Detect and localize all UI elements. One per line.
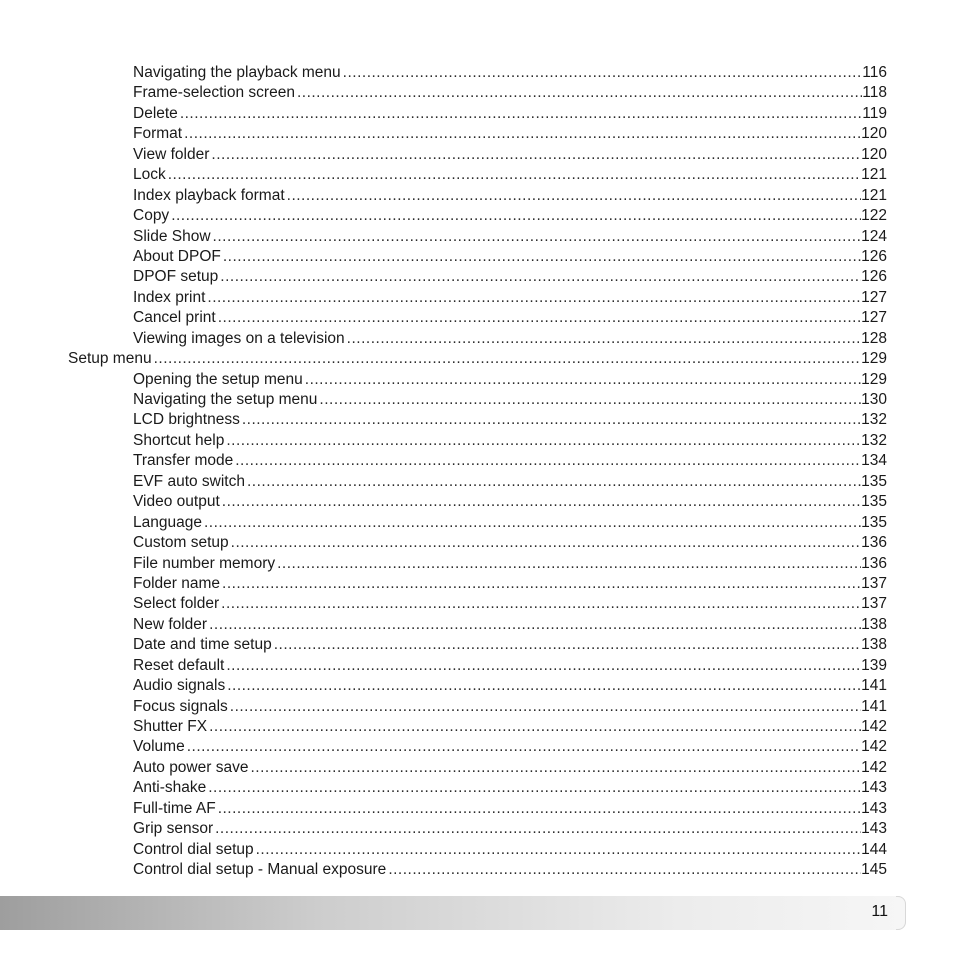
toc-entry-title: Date and time setup	[133, 636, 272, 654]
toc-entry-page: 135	[861, 472, 887, 490]
toc-entry-page: 143	[861, 799, 887, 817]
dot-leader	[208, 778, 861, 798]
toc-entry-title: Opening the setup menu	[133, 370, 303, 388]
toc-entry[interactable]	[0, 737, 954, 757]
dot-leader	[213, 227, 862, 247]
dot-leader	[235, 451, 861, 471]
toc-entry[interactable]	[0, 288, 954, 308]
dot-leader	[247, 472, 861, 492]
dot-leader	[250, 758, 861, 778]
page-number: 11	[871, 903, 888, 920]
toc-entry-page: 128	[861, 329, 887, 347]
toc-entry-title: Format	[133, 125, 183, 143]
toc-entry-page: 142	[861, 718, 887, 735]
toc-entry[interactable]	[0, 247, 954, 267]
toc-entry-page: 129	[861, 370, 887, 388]
toc-entry-title: Setup menu	[68, 350, 152, 368]
toc-entry-page: 118	[862, 84, 887, 102]
dot-leader	[256, 840, 862, 860]
dot-leader	[388, 860, 861, 880]
dot-leader	[274, 635, 861, 655]
dot-leader	[227, 676, 861, 696]
toc-entry[interactable]	[0, 860, 954, 880]
dot-leader	[171, 206, 861, 226]
toc-entry-title: Custom setup	[133, 534, 229, 552]
toc-entry-page: 132	[861, 431, 887, 449]
toc-entry-page: 120	[861, 145, 887, 163]
dot-leader	[180, 104, 862, 124]
toc-entry-page: 139	[861, 656, 887, 674]
toc-entry-title: Lock	[133, 166, 166, 184]
toc-entry-page: 136	[861, 554, 887, 572]
toc-entry-title: Viewing images on a television	[133, 329, 345, 347]
toc-entry[interactable]	[0, 554, 954, 574]
dot-leader	[207, 288, 861, 308]
dot-leader	[221, 594, 861, 614]
toc-entry-title: Shutter FX	[133, 718, 208, 735]
toc-entry[interactable]	[0, 656, 954, 676]
toc-entry-title: Control dial setup - Manual exposure	[133, 861, 387, 879]
toc-entry-page: 127	[861, 309, 887, 327]
toc-entry-title: About DPOF	[133, 247, 221, 265]
toc-entry-title: Index print	[133, 288, 206, 306]
toc-entry[interactable]	[0, 451, 954, 471]
toc-entry[interactable]	[0, 594, 954, 614]
toc-entry-title: Control dial setup	[133, 840, 254, 858]
toc-entry[interactable]	[0, 635, 954, 655]
toc-entry-page: 126	[861, 268, 887, 286]
dot-leader	[209, 717, 861, 737]
toc-section-heading[interactable]	[0, 349, 954, 369]
toc-entry[interactable]	[0, 165, 954, 185]
toc-entry[interactable]	[0, 145, 954, 165]
toc-entry[interactable]	[0, 104, 954, 124]
dot-leader	[220, 267, 861, 287]
toc-entry[interactable]	[0, 431, 954, 451]
toc-entry-title: Delete	[133, 104, 178, 122]
toc-entry-title: Anti-shake	[133, 779, 207, 797]
toc-entry[interactable]	[0, 472, 954, 492]
toc-entry-title: Grip sensor	[133, 820, 214, 838]
dot-leader	[319, 390, 861, 410]
toc-entry-page: 142	[861, 738, 887, 756]
toc-entry[interactable]	[0, 574, 954, 594]
toc-entry-page: 144	[861, 840, 887, 858]
toc-entry-page: 126	[861, 247, 887, 265]
dot-leader	[211, 145, 861, 165]
toc-entry[interactable]	[0, 615, 954, 635]
table-of-contents	[0, 63, 954, 881]
toc-entry-page: 116	[862, 64, 887, 81]
toc-entry-title: Index playback format	[133, 186, 285, 204]
toc-entry-title: Frame-selection screen	[133, 84, 295, 102]
dot-leader	[223, 247, 861, 267]
dot-leader	[297, 83, 862, 103]
toc-entry-title: Full-time AF	[133, 799, 216, 817]
toc-entry-page: 132	[861, 411, 887, 429]
dot-leader	[168, 165, 861, 185]
toc-entry[interactable]	[0, 370, 954, 390]
dot-leader	[218, 308, 861, 328]
toc-entry[interactable]	[0, 206, 954, 226]
toc-entry[interactable]	[0, 533, 954, 553]
dot-leader	[230, 697, 861, 717]
toc-entry-title: Video output	[133, 493, 220, 511]
toc-entry[interactable]	[0, 697, 954, 717]
dot-leader	[305, 370, 861, 390]
toc-entry-page: 129	[861, 350, 887, 368]
dot-leader	[154, 349, 862, 369]
toc-entry[interactable]	[0, 799, 954, 819]
toc-entry-title: Reset default	[133, 656, 225, 674]
dot-leader	[218, 799, 861, 819]
toc-entry-title: Language	[133, 513, 202, 531]
toc-entry[interactable]	[0, 492, 954, 512]
toc-entry-title: Navigating the setup menu	[133, 391, 318, 408]
dot-leader	[231, 533, 861, 553]
toc-entry-title: Select folder	[133, 595, 220, 613]
toc-entry[interactable]	[0, 840, 954, 860]
toc-entry-page: 143	[861, 820, 887, 838]
toc-entry-page: 135	[861, 493, 887, 511]
toc-entry-page: 119	[862, 104, 887, 122]
toc-entry-page: 143	[861, 779, 887, 797]
toc-entry[interactable]	[0, 308, 954, 328]
toc-entry-page: 141	[861, 677, 887, 695]
toc-entry[interactable]	[0, 63, 954, 83]
toc-entry-page: 130	[861, 391, 887, 408]
toc-entry-title: DPOF setup	[133, 268, 219, 286]
toc-entry-page: 138	[861, 615, 887, 633]
toc-entry-title: Cancel print	[133, 309, 216, 327]
dot-leader	[242, 410, 861, 430]
toc-entry-title: Audio signals	[133, 677, 226, 695]
toc-entry-page: 141	[861, 697, 887, 715]
toc-entry-title: Shortcut help	[133, 431, 225, 449]
toc-entry-title: Slide Show	[133, 227, 211, 245]
toc-entry[interactable]	[0, 717, 954, 737]
toc-entry[interactable]	[0, 819, 954, 839]
dot-leader	[209, 615, 861, 635]
toc-entry-page: 121	[861, 186, 887, 204]
toc-entry-page: 127	[861, 288, 887, 306]
toc-entry[interactable]	[0, 267, 954, 287]
toc-entry[interactable]	[0, 758, 954, 778]
dot-leader	[277, 554, 861, 574]
toc-entry[interactable]	[0, 186, 954, 206]
toc-entry[interactable]	[0, 676, 954, 696]
toc-entry-title: Focus signals	[133, 697, 228, 715]
toc-entry-title: Navigating the playback menu	[133, 64, 341, 81]
toc-entry-page: 134	[861, 452, 887, 470]
toc-entry-title: New folder	[133, 615, 208, 633]
dot-leader	[226, 656, 861, 676]
dot-leader	[226, 431, 861, 451]
toc-entry-title: View folder	[133, 145, 210, 163]
dot-leader	[343, 63, 863, 83]
toc-entry[interactable]	[0, 329, 954, 349]
toc-entry[interactable]	[0, 513, 954, 533]
toc-entry-page: 135	[861, 513, 887, 531]
toc-entry-page: 138	[861, 636, 887, 654]
toc-entry-title: Copy	[133, 207, 170, 225]
toc-entry[interactable]	[0, 778, 954, 798]
toc-entry-page: 136	[861, 534, 887, 552]
dot-leader	[187, 737, 861, 757]
dot-leader	[347, 329, 861, 349]
footer-gradient-bar	[0, 896, 906, 930]
toc-entry-title: Folder name	[133, 574, 221, 592]
toc-entry-title: Auto power save	[133, 758, 249, 776]
toc-entry-page: 145	[861, 861, 887, 879]
toc-entry-page: 142	[861, 758, 887, 776]
dot-leader	[222, 492, 861, 512]
toc-entry-page: 137	[861, 595, 887, 613]
toc-entry[interactable]	[0, 227, 954, 247]
toc-entry-title: Volume	[133, 738, 185, 756]
toc-entry-page: 120	[861, 125, 887, 143]
toc-entry-title: EVF auto switch	[133, 472, 245, 490]
toc-entry-title: Transfer mode	[133, 452, 234, 470]
dot-leader	[184, 124, 861, 144]
toc-entry-page: 137	[861, 574, 887, 592]
dot-leader	[287, 186, 861, 206]
dot-leader	[204, 513, 861, 533]
toc-entry[interactable]	[0, 410, 954, 430]
dot-leader	[215, 819, 861, 839]
toc-entry[interactable]	[0, 83, 954, 103]
toc-entry-page: 122	[861, 207, 887, 225]
toc-entry-page: 124	[861, 227, 887, 245]
toc-entry-page: 121	[861, 166, 887, 184]
toc-entry[interactable]	[0, 124, 954, 144]
dot-leader	[222, 574, 861, 594]
toc-entry-title: LCD brightness	[133, 411, 240, 429]
toc-entry-title: File number memory	[133, 554, 276, 572]
toc-entry[interactable]	[0, 390, 954, 410]
